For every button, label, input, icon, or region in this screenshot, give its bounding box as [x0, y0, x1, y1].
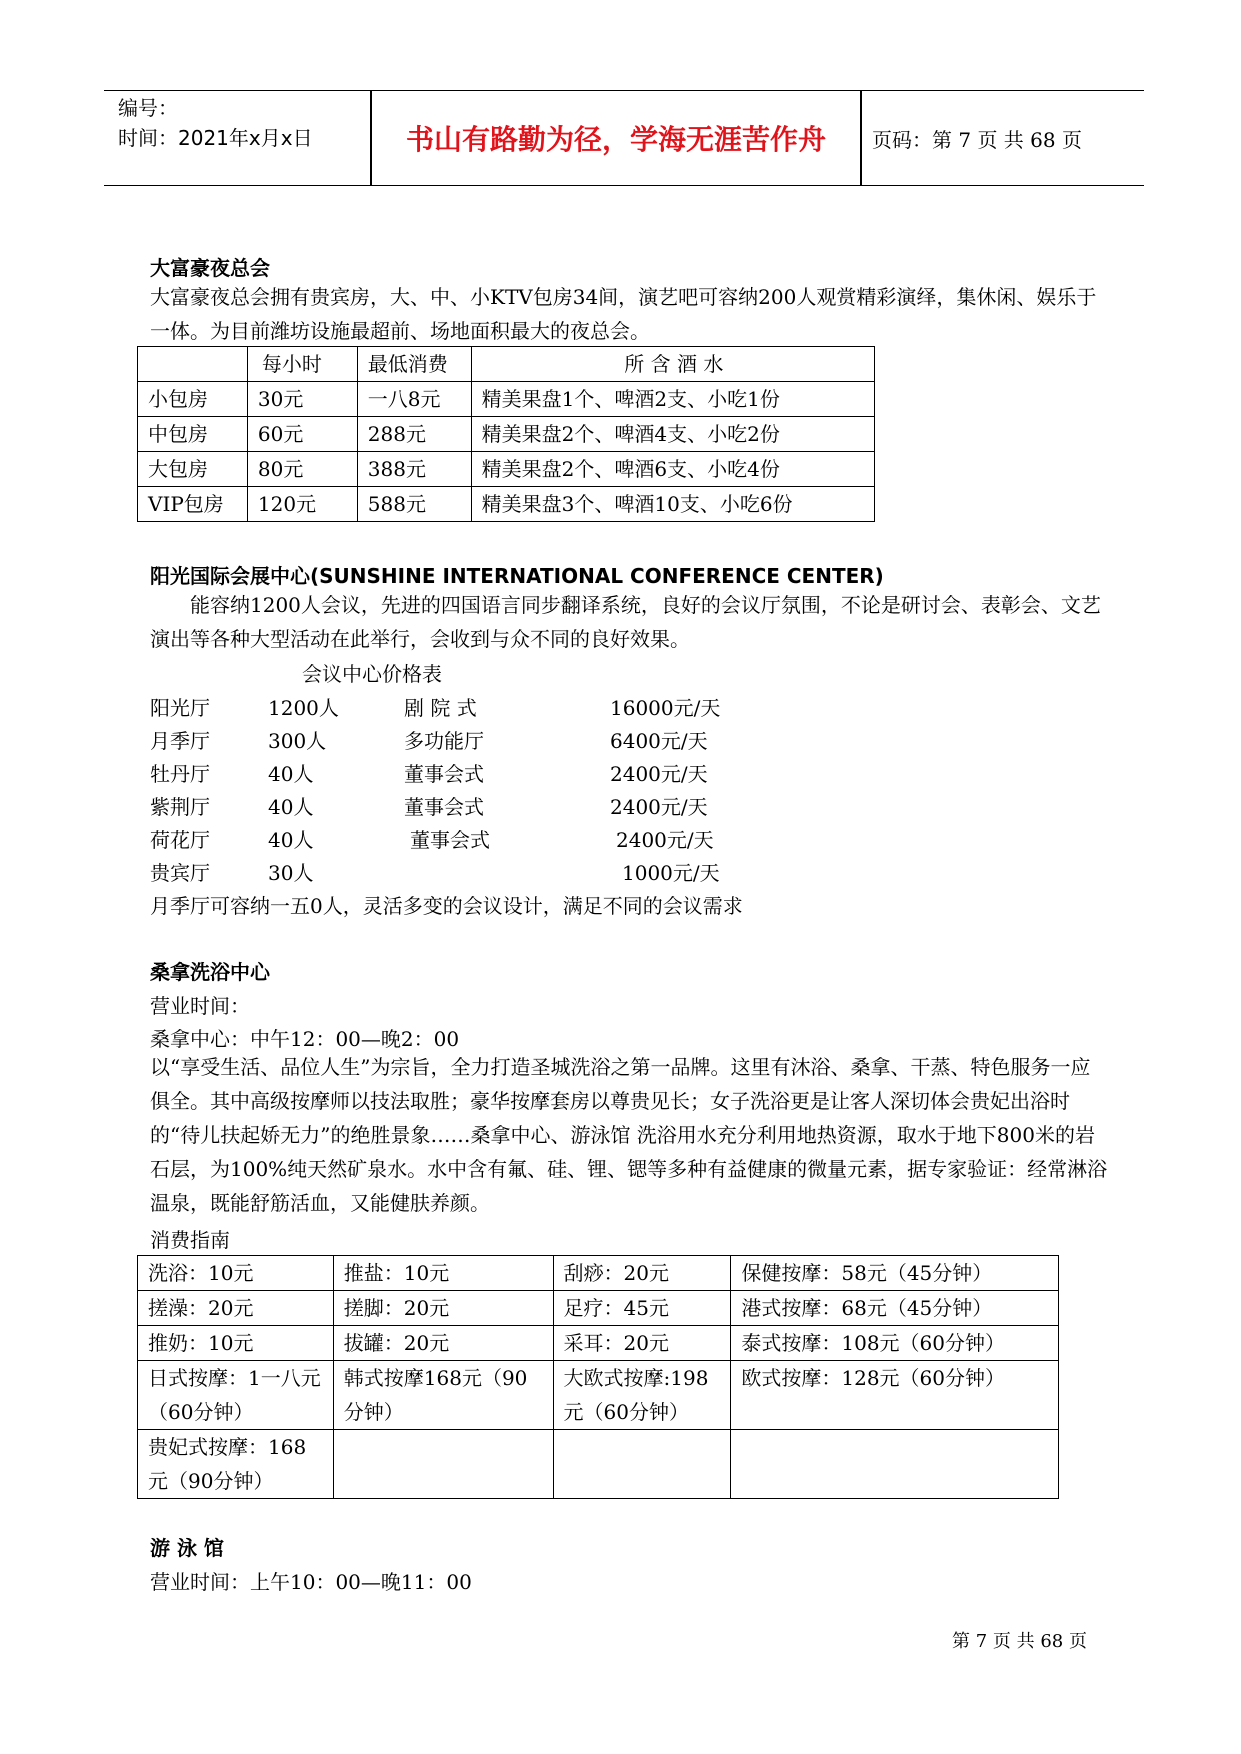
header-page-number: 页码：第 7 页 共 68 页 [872, 127, 1082, 152]
table-cell: 韩式按摩168元（90分钟） [333, 1361, 553, 1430]
table-cell: 保健按摩：58元（45分钟） [731, 1256, 1059, 1291]
hall-name: 月季厅 [150, 729, 210, 753]
table-cell: 精美果盘3个、啤酒10支、小吃6份 [471, 487, 874, 522]
table-cell: 一八8元 [357, 382, 471, 417]
sauna-hours: 桑拿中心：中午12：00—晚2：00 [150, 1027, 460, 1051]
page-footer: 第 7 页 共 68 页 [952, 1631, 1087, 1652]
hall-price: 2400元/天 [610, 795, 708, 819]
hall-capacity: 40人 [268, 762, 314, 786]
table-row [138, 487, 875, 522]
table-cell: 洗浴：10元 [138, 1256, 334, 1291]
table-cell: 搓脚：20元 [333, 1291, 553, 1326]
table-cell: 中包房 [138, 417, 248, 452]
sauna-description: 以“享受生活、品位人生”为宗旨，全力打造圣城洗浴之第一品牌。这里有沐浴、桑拿、干蒸、特色服务一应俱全。其中高级按摩师以技法取胜；豪华按摩套房以尊贵见长；女子洗浴更是让客人深切体会贵妃出浴时的“待儿扶起娇无力”的绝胜景象……桑拿中心、游泳馆 洗浴用水充分利用地热资源，取水于地下800米的岩石层，为100%纯天然矿泉水。水中含有氟、硅、锂、锶等多种有益健康的微量元素，据专家验证：经常淋浴温泉，既能舒筋活血，又能健肤养颜。 [150, 1055, 1108, 1215]
pool-hours: 营业时间：上午10：00—晚11：00 [150, 1570, 472, 1594]
hall-layout: 董事会式 [404, 795, 484, 819]
table-row [138, 382, 875, 417]
hall-name: 牡丹厅 [150, 762, 210, 786]
table-cell: 搓澡：20元 [138, 1291, 334, 1326]
table-cell: 推盐：10元 [333, 1256, 553, 1291]
table-cell: 港式按摩：68元（45分钟） [731, 1291, 1059, 1326]
table-cell: 精美果盘1个、啤酒2支、小吃1份 [471, 382, 874, 417]
table-cell: 贵妃式按摩：168元（90分钟） [138, 1430, 334, 1499]
table-cell: 刮痧：20元 [553, 1256, 731, 1291]
hall-name: 贵宾厅 [150, 861, 210, 885]
table-cell [731, 1430, 1059, 1499]
table-cell [553, 1430, 731, 1499]
table-header: 所 含 酒 水 [471, 347, 874, 382]
hall-layout: 董事会式 [404, 762, 484, 786]
number-label: 编号： [118, 96, 178, 120]
header-divider [860, 91, 862, 185]
motto: 书山有路勤为径，学海无涯苦作舟 [405, 123, 826, 156]
time-label: 时间：2021年x月x日 [118, 126, 313, 150]
hall-name: 荷花厅 [150, 828, 210, 852]
table-cell: 采耳：20元 [553, 1326, 731, 1361]
table-row [138, 452, 875, 487]
table-cell: 推奶：10元 [138, 1326, 334, 1361]
table-row [138, 1326, 1059, 1361]
table-cell: 精美果盘2个、啤酒4支、小吃2份 [471, 417, 874, 452]
page-header [104, 90, 1144, 186]
table-cell: 60元 [247, 417, 357, 452]
hall-price: 6400元/天 [610, 729, 708, 753]
table-cell: 日式按摩：1一八元（60分钟） [138, 1361, 334, 1430]
table-row [138, 1430, 1059, 1499]
table-cell: 泰式按摩：108元（60分钟） [731, 1326, 1059, 1361]
header-meta [118, 93, 313, 153]
table-cell: VIP包房 [138, 487, 248, 522]
table-cell: 120元 [247, 487, 357, 522]
table-header [138, 347, 248, 382]
table-row [138, 1361, 1059, 1430]
hall-price: 2400元/天 [616, 828, 714, 852]
hall-layout: 董事会式 [410, 828, 490, 852]
section-title-pool: 游 泳 馆 [150, 1536, 224, 1560]
table-cell: 80元 [247, 452, 357, 487]
table-cell: 588元 [357, 487, 471, 522]
table-cell: 足疗：45元 [553, 1291, 731, 1326]
section-title-conference: 阳光国际会展中心(SUNSHINE INTERNATIONAL CONFERENCE CENTER) [150, 564, 884, 588]
consumption-guide-label: 消费指南 [150, 1228, 230, 1252]
table-cell: 288元 [357, 417, 471, 452]
nightclub-intro: 大富豪夜总会拥有贵宾房，大、中、小KTV包房34间，演艺吧可容纳200人观赏精彩演绎，集休闲、娱乐于一体。为目前潍坊设施最超前、场地面积最大的夜总会。 [150, 285, 1097, 343]
section-title-nightclub: 大富豪夜总会 [150, 256, 270, 280]
sauna-price-table [137, 1255, 1059, 1499]
section-title-sauna: 桑拿洗浴中心 [150, 960, 270, 984]
hall-capacity: 30人 [268, 861, 314, 885]
hall-layout: 剧 院 式 [404, 696, 477, 720]
table-cell: 388元 [357, 452, 471, 487]
table-row [138, 1291, 1059, 1326]
hall-capacity: 40人 [268, 828, 314, 852]
table-cell: 小包房 [138, 382, 248, 417]
hall-capacity: 40人 [268, 795, 314, 819]
table-header: 每小时 [247, 347, 357, 382]
hall-capacity: 1200人 [268, 696, 339, 720]
sauna-hours-label: 营业时间： [150, 994, 250, 1018]
table-cell: 精美果盘2个、啤酒6支、小吃4份 [471, 452, 874, 487]
table-cell: 拔罐：20元 [333, 1326, 553, 1361]
table-cell: 欧式按摩：128元（60分钟） [731, 1361, 1059, 1430]
conference-intro: 能容纳1200人会议，先进的四国语言同步翻译系统，良好的会议厅氛围，不论是研讨会、表彰会、文艺演出等各种大型活动在此举行，会收到与众不同的良好效果。 [150, 593, 1101, 651]
table-row [138, 417, 875, 452]
hall-name: 阳光厅 [150, 696, 210, 720]
table-header: 最低消费 [357, 347, 471, 382]
hall-name: 紫荆厅 [150, 795, 210, 819]
hall-price: 2400元/天 [610, 762, 708, 786]
hall-layout: 多功能厅 [404, 729, 484, 753]
table-row [138, 1256, 1059, 1291]
table-cell: 大欧式按摩:198元（60分钟） [553, 1361, 731, 1430]
table-cell: 30元 [247, 382, 357, 417]
price-table-title: 会议中心价格表 [302, 662, 442, 686]
table-cell: 大包房 [138, 452, 248, 487]
conference-note: 月季厅可容纳一五0人，灵活多变的会议设计，满足不同的会议需求 [150, 894, 743, 918]
nightclub-table [137, 346, 875, 522]
hall-price: 16000元/天 [610, 696, 721, 720]
hall-capacity: 300人 [268, 729, 327, 753]
table-header-row [138, 347, 875, 382]
table-cell [333, 1430, 553, 1499]
hall-price: 1000元/天 [622, 861, 720, 885]
